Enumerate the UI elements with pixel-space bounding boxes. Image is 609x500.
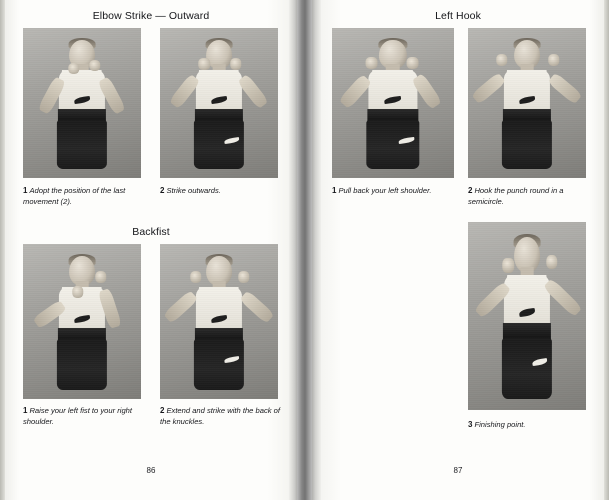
caption-text: Strike outwards. bbox=[166, 186, 221, 195]
caption-number: 2 bbox=[160, 186, 165, 195]
caption-elbow-strike-1 bbox=[23, 186, 143, 207]
page-number-left: 86 bbox=[146, 466, 156, 475]
caption-number: 3 bbox=[468, 420, 473, 429]
left-page bbox=[5, 0, 297, 500]
photo-backfist-1 bbox=[23, 244, 141, 399]
caption-elbow-strike-2 bbox=[160, 186, 280, 197]
photo-elbow-strike-2 bbox=[160, 28, 278, 178]
page-number-right: 87 bbox=[453, 466, 463, 475]
caption-text: Extend and strike with the back of the knuckles. bbox=[160, 406, 280, 426]
caption-backfist-1 bbox=[23, 406, 145, 427]
caption-text: Finishing point. bbox=[474, 420, 526, 429]
caption-text: Raise your left fist to your right shoulder. bbox=[23, 406, 133, 426]
caption-text: Hook the punch round in a semicircle. bbox=[468, 186, 564, 206]
photo-left-hook-1 bbox=[332, 28, 454, 178]
photo-elbow-strike-1 bbox=[23, 28, 141, 178]
right-page bbox=[312, 0, 604, 500]
photo-left-hook-2 bbox=[468, 28, 586, 178]
photo-backfist-2 bbox=[160, 244, 278, 399]
caption-number: 2 bbox=[468, 186, 473, 195]
caption-text: Pull back your left shoulder. bbox=[338, 186, 432, 195]
photo-left-hook-3 bbox=[468, 222, 586, 410]
caption-number: 2 bbox=[160, 406, 165, 415]
caption-left-hook-3 bbox=[468, 420, 588, 431]
caption-left-hook-2 bbox=[468, 186, 588, 207]
caption-text: Adopt the position of the last movement (2). bbox=[23, 186, 126, 206]
right-section-1-heading: Left Hook bbox=[435, 10, 481, 22]
left-section-1-heading: Elbow Strike — Outward bbox=[92, 10, 210, 22]
caption-number: 1 bbox=[23, 406, 28, 415]
book-spine bbox=[289, 0, 321, 500]
left-section-2-heading: Backfist bbox=[132, 226, 170, 238]
caption-left-hook-1 bbox=[332, 186, 456, 197]
caption-backfist-2 bbox=[160, 406, 282, 427]
caption-number: 1 bbox=[332, 186, 337, 195]
caption-number: 1 bbox=[23, 186, 28, 195]
